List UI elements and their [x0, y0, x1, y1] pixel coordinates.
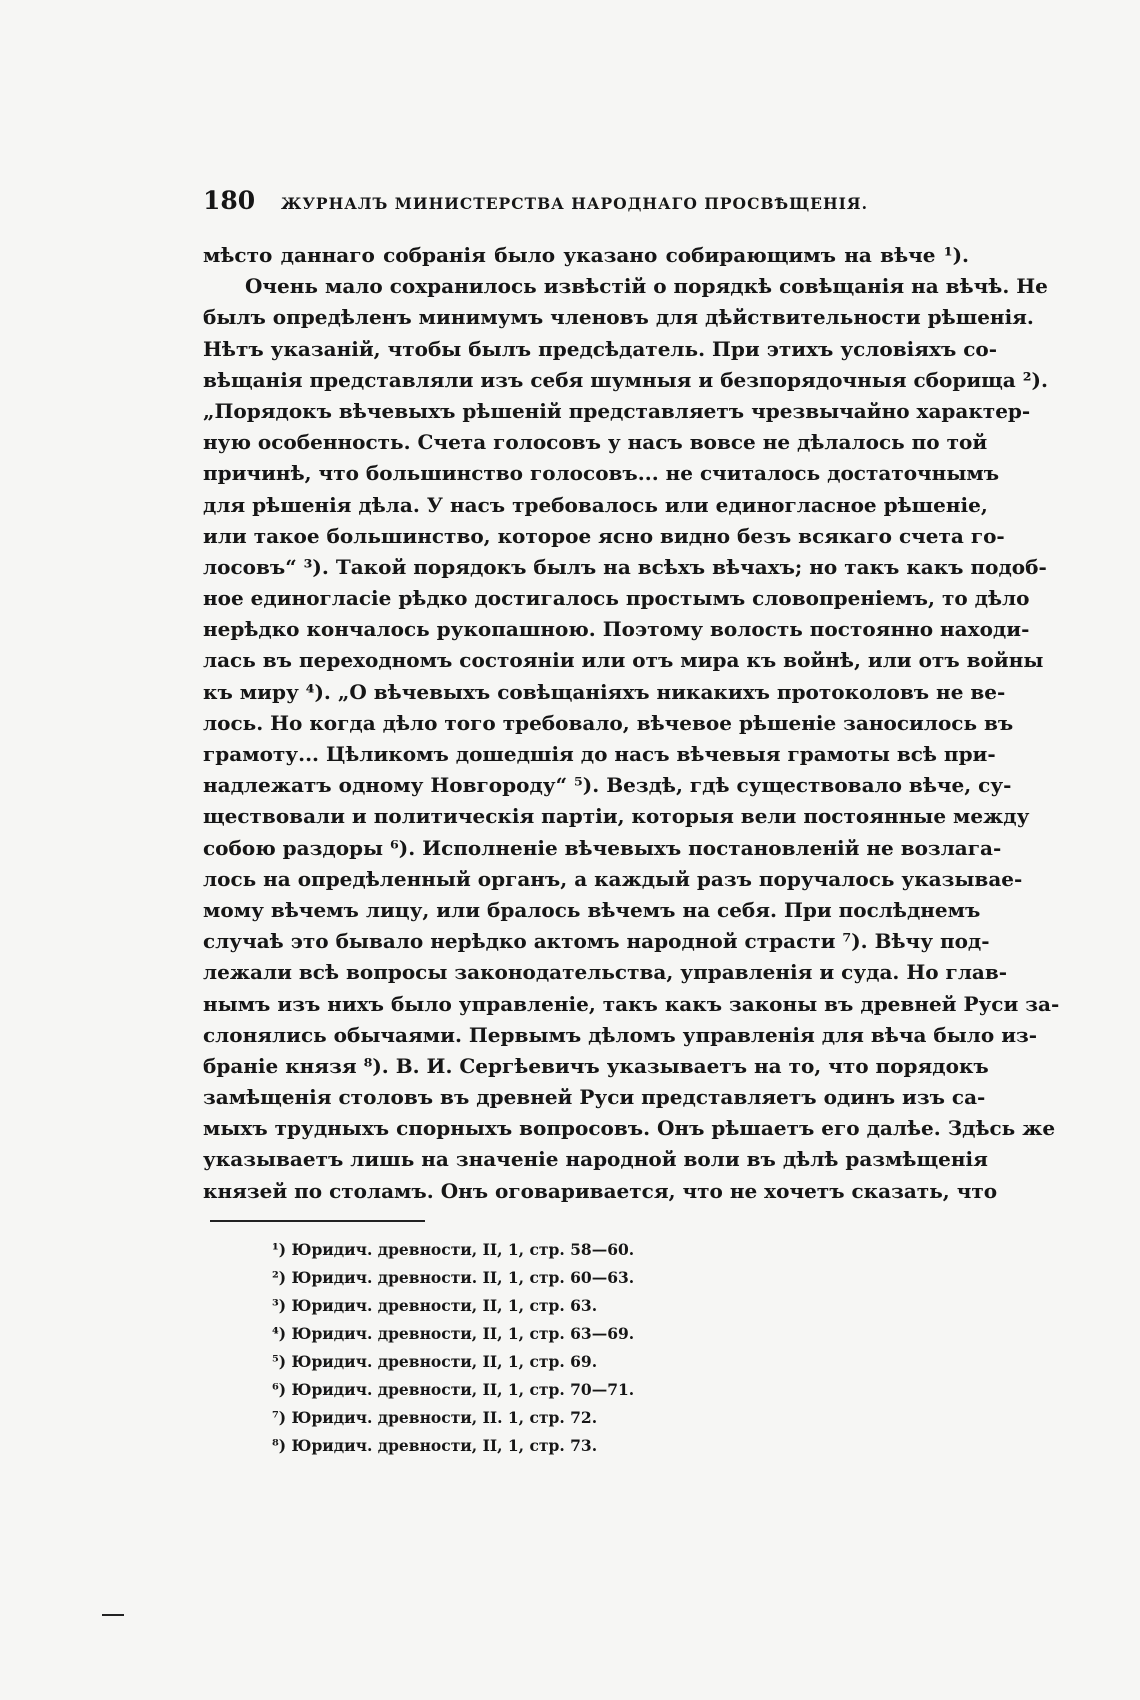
page-header [203, 186, 973, 215]
footnotes [272, 1236, 772, 1460]
body-line: слонялись обычаями. Первымъ дѣломъ управленія для вѣча было из- [203, 1022, 1038, 1047]
body-line: случаѣ это бывало нерѣдко актомъ народной страсти ⁷). Вѣчу под- [203, 929, 990, 954]
body-line: мому вѣчемъ лицу, или бралось вѣчемъ на себя. При послѣднемъ [203, 897, 981, 922]
body-line: лосовъ“ ³). Такой порядокъ былъ на всѣхъ вѣчахъ; но такъ какъ подоб- [203, 554, 1047, 579]
body-line: лось на опредѣленный органъ, а каждый разъ поручалось указывае- [203, 866, 1023, 891]
body-line: „Порядокъ вѣчевыхъ рѣшеній представляетъ чрезвычайно характер- [203, 398, 1031, 423]
body-text [203, 240, 1060, 1207]
body-line: къ миру ⁴). „О вѣчевыхъ совѣщаніяхъ никакихъ протоколовъ не ве- [203, 679, 1006, 704]
margin-mark [102, 1614, 124, 1616]
footnote-divider [210, 1220, 425, 1222]
body-line: Очень мало сохранилось извѣстій о порядкѣ совѣщанія на вѣчѣ. Не [245, 274, 1048, 299]
body-line: или такое большинство, которое ясно видно безъ всякаго счета го- [203, 523, 1005, 548]
footnote: ²) Юридич. древности. II, 1, стр. 60—63. [272, 1268, 635, 1287]
body-line: собою раздоры ⁶). Исполненіе вѣчевыхъ постановленій не возлага- [203, 835, 1002, 860]
body-line: мыхъ трудныхъ спорныхъ вопросовъ. Онъ рѣшаетъ его далѣе. Здѣсь же [203, 1116, 1056, 1141]
footnote: ¹) Юридич. древности, II, 1, стр. 58—60. [272, 1240, 635, 1259]
footnote: ⁴) Юридич. древности, II, 1, стр. 63—69. [272, 1324, 635, 1343]
body-line: браніе князя ⁸). В. И. Сергѣевичъ указываетъ на то, что порядокъ [203, 1053, 989, 1078]
body-line: нерѣдко кончалось рукопашною. Поэтому волость постоянно находи- [203, 617, 1030, 642]
body-line: ную особенность. Счета голосовъ у насъ вовсе не дѣлалось по той [203, 430, 988, 455]
body-line: вѣщанія представляли изъ себя шумныя и безпорядочныя сборища ²). [203, 367, 1048, 392]
body-line: князей по столамъ. Онъ оговаривается, что не хочетъ сказать, что [203, 1178, 998, 1203]
footnote: ⁸) Юридич. древности, II, 1, стр. 73. [272, 1436, 598, 1455]
body-line: лось. Но когда дѣло того требовало, вѣчевое рѣшеніе заносилось въ [203, 710, 1014, 735]
footnote: ⁶) Юридич. древности, II, 1, стр. 70—71. [272, 1380, 635, 1399]
footnote: ⁷) Юридич. древности, II. 1, стр. 72. [272, 1408, 598, 1427]
body-line: нымъ изъ нихъ было управленіе, такъ какъ законы въ древней Руси за- [203, 991, 1060, 1016]
footnote: ⁵) Юридич. древности, II, 1, стр. 69. [272, 1352, 598, 1371]
body-line: для рѣшенія дѣла. У насъ требовалось или единогласное рѣшеніе, [203, 492, 988, 517]
body-line: ществовали и политическія партіи, которыя вели постоянные между [203, 804, 1030, 829]
body-line: указываетъ лишь на значеніе народной воли въ дѣлѣ размѣщенія [203, 1147, 988, 1172]
body-line: причинѣ, что большинство голосовъ... не считалось достаточнымъ [203, 461, 1000, 486]
body-line: лась въ переходномъ состояніи или отъ мира къ войнѣ, или отъ войны [203, 648, 1044, 673]
body-line: мѣсто даннаго собранія было указано собирающимъ на вѣче ¹). [203, 243, 969, 267]
body-line: лежали всѣ вопросы законодательства, управленія и суда. Но глав- [203, 960, 1008, 985]
body-line: грамоту... Цѣликомъ дошедшія до насъ вѣчевыя грамоты всѣ при- [203, 742, 996, 766]
running-title: ЖУРНАЛЪ МИНИСТЕРСТВА НАРОДНАГО ПРОСВѢЩЕНІЯ. [281, 194, 868, 213]
footnote: ³) Юридич. древности, II, 1, стр. 63. [272, 1296, 598, 1315]
body-line: ное единогласіе рѣдко достигалось простымъ словопреніемъ, то дѣло [203, 586, 1030, 611]
body-line: замѣщенія столовъ въ древней Руси представляетъ одинъ изъ са- [203, 1085, 986, 1110]
body-line: надлежатъ одному Новгороду“ ⁵). Вездѣ, гдѣ существовало вѣче, су- [203, 773, 1012, 798]
body-line: Нѣтъ указаній, чтобы былъ предсѣдатель. При этихъ условіяхъ со- [203, 336, 998, 361]
page-number: 180 [203, 186, 256, 215]
body-line: былъ опредѣленъ минимумъ членовъ для дѣйствительности рѣшенія. [203, 305, 1034, 330]
